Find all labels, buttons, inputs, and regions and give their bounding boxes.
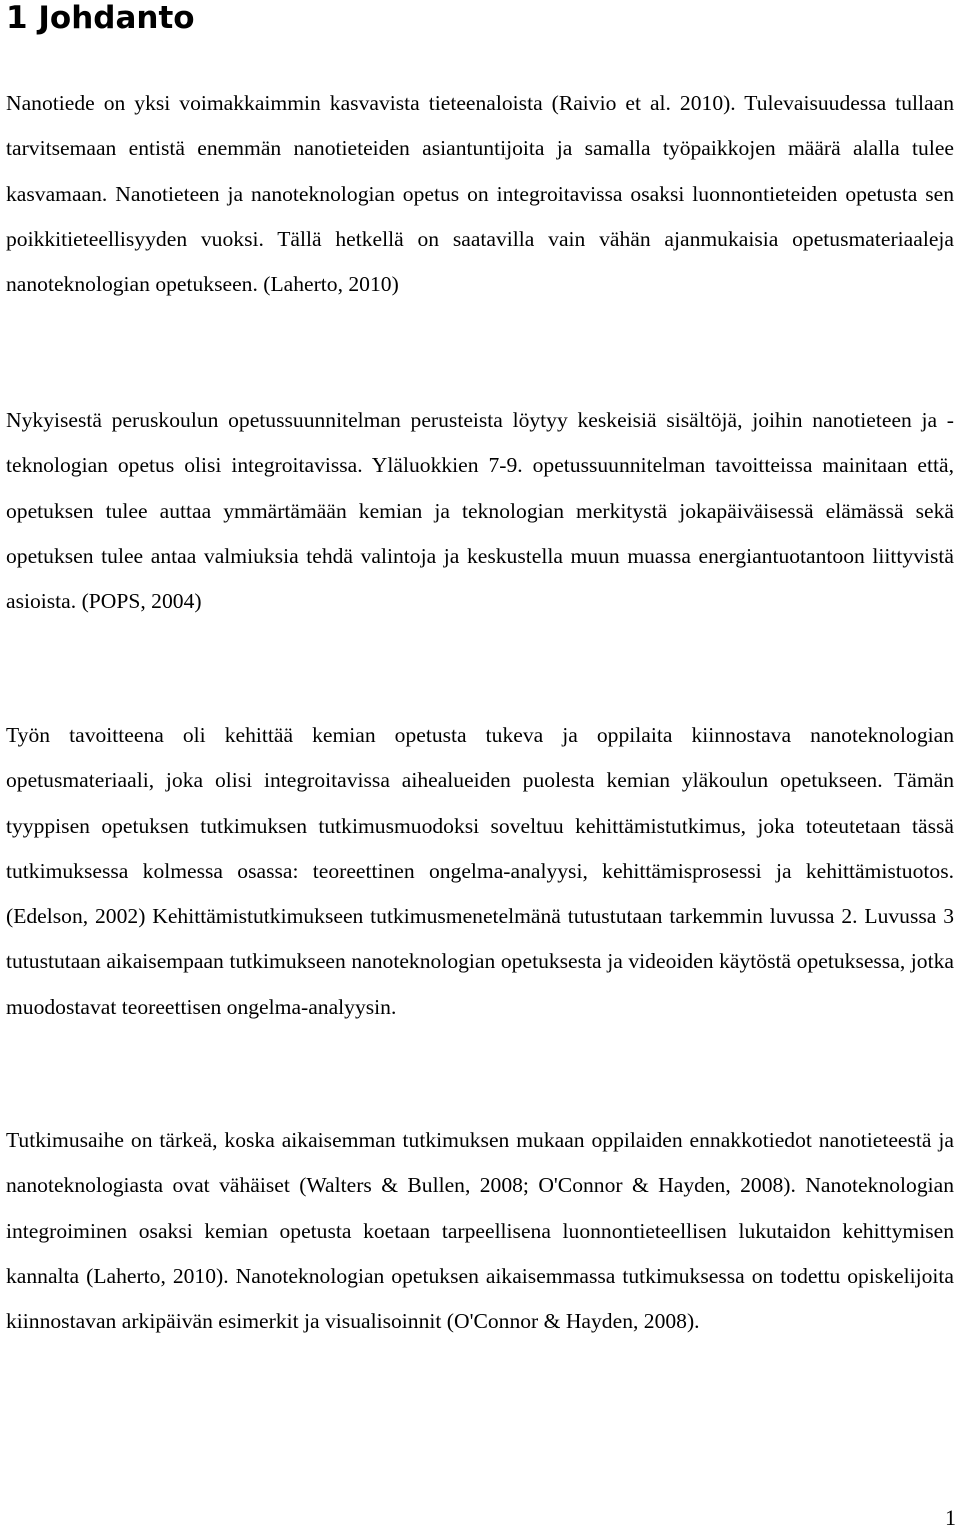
paragraph-intro: Nanotiede on yksi voimakkaimmin kasvavista tieteenaloista (Raivio et al. 2010). Tulevaisuudessa tullaan tarvitsemaan entistä enemmän nanotieteiden asiantuntijoita ja samalla työpaikkojen määrä alalla tulee kasvamaan. Nanotieteen ja nanoteknologian opetus on integroitavissa osaksi luonnontieteiden opetusta sen poikkitieteellisyyden vuoksi. Tällä hetkellä on saatavilla vain vähän ajanmukaisia opetusmateriaaleja nanoteknologian opetukseen. (Laherto, 2010) (6, 91, 954, 297)
chapter-heading: 1 Johdanto (6, 0, 195, 36)
page-number: 1 (945, 1505, 956, 1530)
paragraph-goal: Työn tavoitteena oli kehittää kemian opetusta tukeva ja oppilaita kiinnostava nanoteknologian opetusmateriaali, joka olisi integroitavissa aihealueiden puolesta kemian yläkoulun opetukseen. Tämän tyyppisen opetuksen tutkimuksen tutkimusmuodoksi soveltuu kehittämistutkimus, joka toteutetaan tässä tutkimuksessa kolmessa osassa: teoreettinen ongelma-analyysi, kehittämisprosessi ja kehittämistuotos. (Edelson, 2002) Kehittämistutkimukseen tutkimusmenetelmänä tutustutaan tarkemmin luvussa 2. Luvussa 3 tutustutaan aikaisempaan tutkimukseen nanoteknologian opetuksesta ja videoiden käytöstä opetuksessa, jotka muodostavat teoreettisen ongelma-analyysin. (6, 723, 954, 1019)
paragraph-curriculum: Nykyisestä peruskoulun opetussuunnitelman perusteista löytyy keskeisiä sisältöjä, joihin nanotieteen ja -teknologian opetus olisi integroitavissa. Yläluokkien 7-9. opetussuunnitelman tavoitteissa mainitaan että, opetuksen tulee auttaa ymmärtämään kemian ja teknologian merkitystä jokapäiväisessä elämässä sekä opetuksen tulee antaa valmiuksia tehdä valintoja ja keskustella muun muassa energiantuotantoon liittyvistä asioista. (POPS, 2004) (6, 408, 954, 614)
paragraph-importance: Tutkimusaihe on tärkeä, koska aikaisemman tutkimuksen mukaan oppilaiden ennakkotiedot nanotieteestä ja nanoteknologiasta ovat vähäiset (Walters & Bullen, 2008; O'Connor & Hayden, 2008). Nanoteknologian integroiminen osaksi kemian opetusta koetaan tarpeellisena luonnontieteellisen lukutaidon kehittymisen kannalta (Laherto, 2010). Nanoteknologian opetuksen aikaisemmassa tutkimuksessa on todettu opiskelijoita kiinnostavan arkipäivän esimerkit ja visualisoinnit (O'Connor & Hayden, 2008). (6, 1128, 954, 1334)
